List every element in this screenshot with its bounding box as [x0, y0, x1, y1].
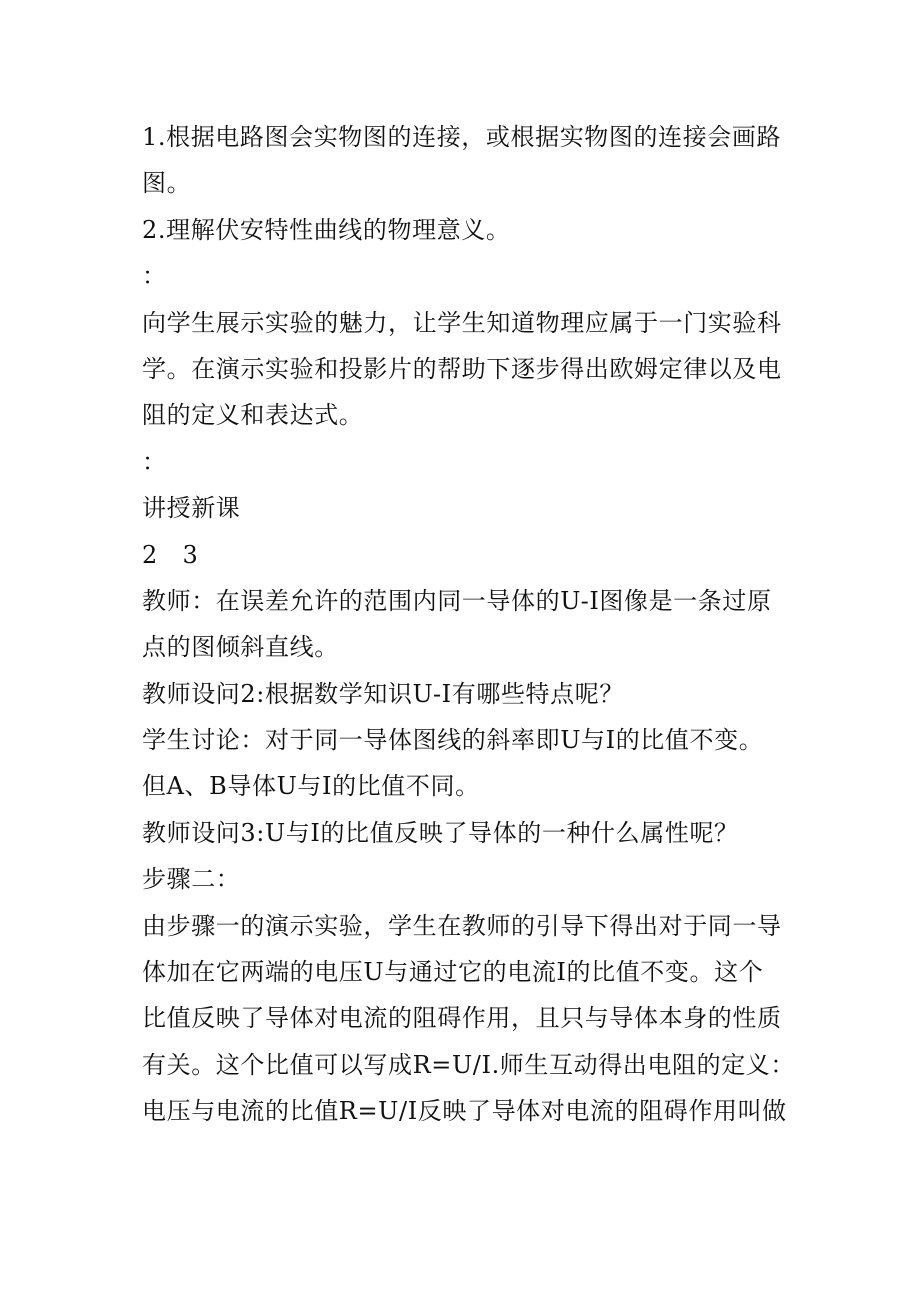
text-line-2: 图。 — [142, 169, 192, 198]
text-line-19: 体加在它两端的电压U与通过它的电流I的比值不变。这个 — [142, 958, 764, 987]
text-line-6: 学。在演示实验和投影片的帮助下逐步得出欧姆定律以及电 — [142, 354, 782, 383]
text-line-12: 点的图倾斜直线。 — [142, 633, 339, 662]
text-line-10: 2 3 — [142, 540, 199, 569]
text-line-1: 1.根据电路图会实物图的连接，或根据实物图的连接会画路 — [142, 123, 782, 151]
text-line-22: 电压与电流的比值R=U/I反映了导体对电流的阻碍作用叫做 — [142, 1097, 787, 1126]
text-line-3: 2.理解伏安特性曲线的物理意义。 — [142, 215, 511, 244]
text-line-8: ： — [142, 447, 167, 476]
text-line-14: 学生讨论：对于同一导体图线的斜率即U与I的比值不变。 — [142, 726, 764, 755]
text-line-17: 步骤二： — [142, 865, 241, 894]
text-line-21: 有关。这个比值可以写成R=U/I.师生互动得出电阻的定义： — [142, 1050, 795, 1079]
text-line-7: 阻的定义和表达式。 — [142, 401, 364, 430]
text-line-18: 由步骤一的演示实验，学生在教师的引导下得出对于同一导 — [142, 911, 782, 940]
text-line-5: 向学生展示实验的魅力，让学生知道物理应属于一门实验科 — [142, 308, 782, 337]
text-line-11: 教师：在误差允许的范围内同一导体的U-I图像是一条过原 — [142, 586, 772, 615]
document-body — [142, 114, 795, 1135]
text-line-4: ： — [142, 262, 167, 291]
text-line-20: 比值反映了导体对电流的阻碍作用，且只与导体本身的性质 — [142, 1004, 782, 1033]
text-line-15: 但A、B导体U与I的比值不同。 — [142, 772, 480, 801]
text-line-9: 讲授新课 — [142, 494, 241, 523]
text-line-13: 教师设问2:根据数学知识U-I有哪些特点呢？ — [142, 679, 624, 708]
text-line-16: 教师设问3:U与I的比值反映了导体的一种什么属性呢？ — [142, 818, 739, 847]
